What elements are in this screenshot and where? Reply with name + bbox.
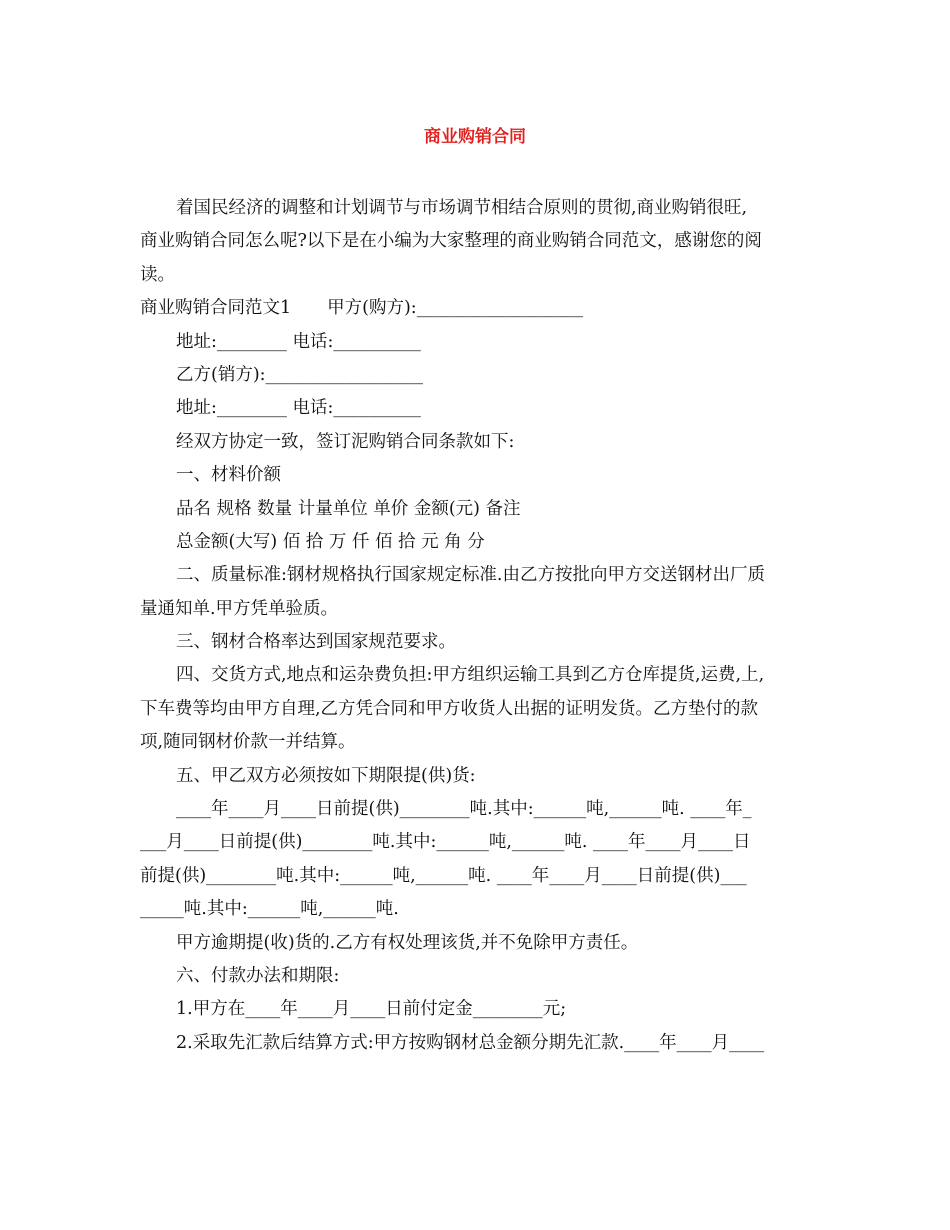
section-heading: 二、质量标准:钢材规格执行国家规定标准.由乙方按批向甲方交送钢材出厂质	[176, 565, 765, 586]
paragraph-line: 2.采取先汇款后结算方式:甲方按购钢材总金额分期先汇款.____年____月____	[176, 1032, 765, 1053]
contract-sample-heading: 商业购销合同范文1	[140, 298, 292, 319]
party-a-field: 甲方(购方):___________________	[327, 298, 583, 319]
paragraph-line: _____吨.其中:______吨,______吨.	[140, 899, 399, 920]
paragraph-line: 下车费等均由甲方自理,乙方凭合同和甲方收货人出据的证明发货。乙方垫付的款	[140, 698, 759, 719]
document-title: 商业购销合同	[424, 127, 526, 147]
paragraph-line: 读。	[140, 264, 175, 285]
paragraph-line: 地址:________ 电话:__________	[176, 398, 421, 419]
paragraph-line: 量通知单.甲方凭单验质。	[140, 598, 339, 619]
paragraph-line: 着国民经济的调整和计划调节与市场调节相结合原则的贯彻,商业购销很旺,	[176, 198, 748, 218]
paragraph-line: 地址:________ 电话:__________	[176, 331, 421, 352]
paragraph-line: 经双方协定一致，签订泥购销合同条款如下:	[176, 431, 515, 452]
section-heading: 四、交货方式,地点和运杂费负担:甲方组织运输工具到乙方仓库提货,运费,上,	[176, 665, 765, 686]
section-heading: 六、付款办法和期限:	[176, 965, 340, 986]
paragraph-line: ____年____月____日前提(供)________吨.其中:______吨,______吨. ____年_	[176, 799, 752, 820]
paragraph-line: 前提(供)________吨.其中:______吨,______吨. ____年____月____日前提(供)___	[140, 865, 747, 886]
paragraph-line: 商业购销合同怎么呢?以下是在小编为大家整理的商业购销合同范文，感谢您的阅	[140, 231, 762, 252]
paragraph-line: 甲方逾期提(收)货的.乙方有权处理该货,并不免除甲方责任。	[176, 932, 639, 953]
paragraph-line: 总金额(大写) 佰 拾 万 仟 佰 拾 元 角 分	[176, 531, 485, 552]
document-body	[140, 192, 812, 1060]
paragraph-line: 1.甲方在____年____月____日前付定金________元;	[176, 999, 567, 1020]
paragraph-line: 乙方(销方):__________________	[176, 364, 424, 385]
section-heading: 一、材料价额	[176, 465, 281, 486]
paragraph-line: ___月____日前提(供)________吨.其中:______吨,______吨. ____年____月____日	[140, 832, 751, 853]
section-heading: 五、甲乙双方必须按如下期限提(供)货:	[176, 765, 476, 786]
section-heading: 三、钢材合格率达到国家规范要求。	[176, 632, 456, 653]
paragraph-line: 项,随同钢材价款一并结算。	[140, 732, 356, 753]
contract-heading-line	[140, 292, 812, 325]
paragraph-line: 品名 规格 数量 计量单位 单价 金额(元) 备注	[176, 498, 521, 519]
